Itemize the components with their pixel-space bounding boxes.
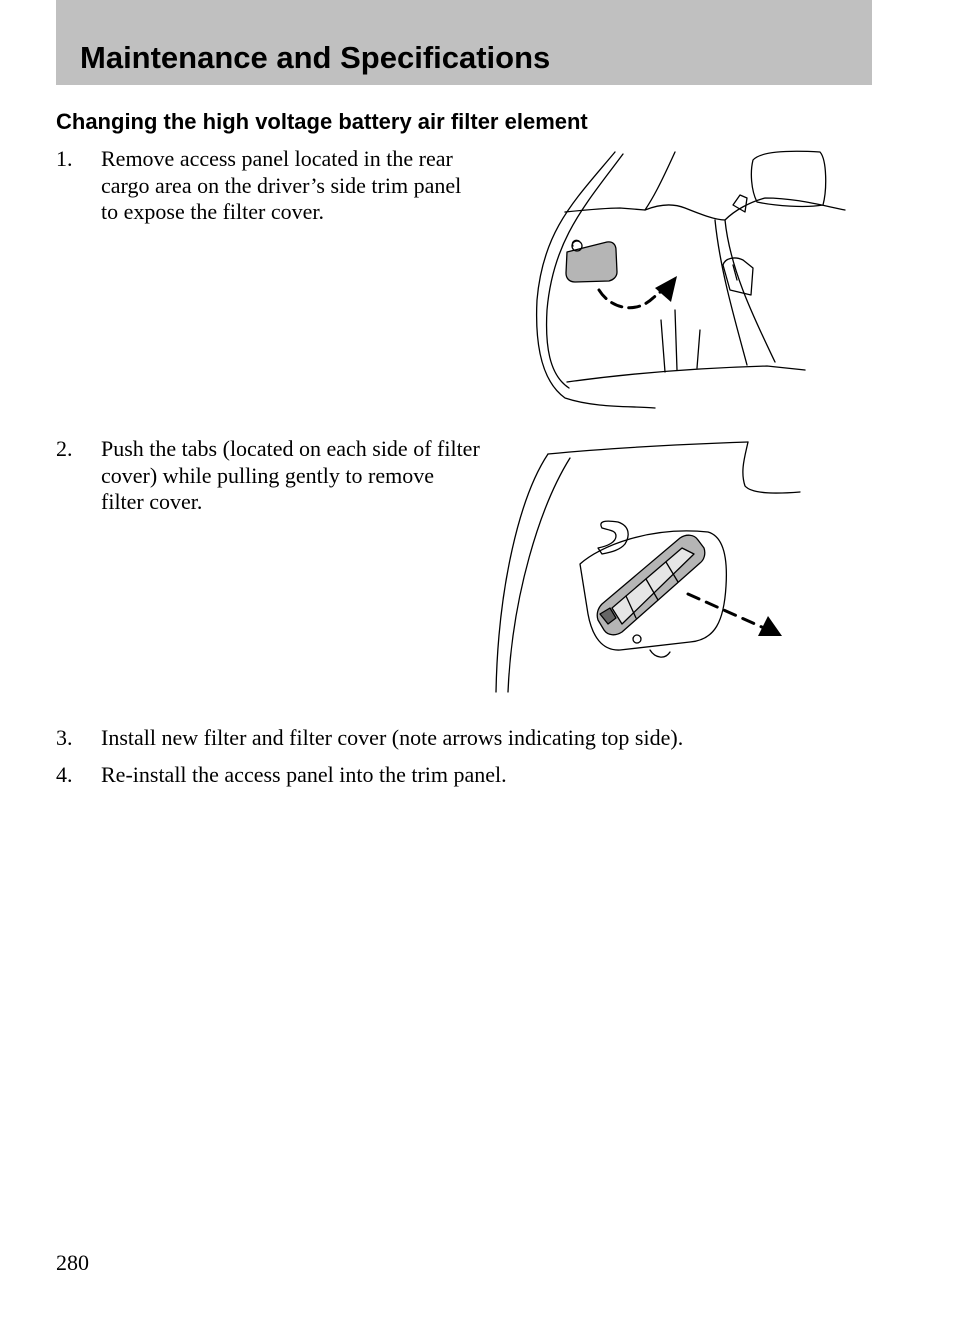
section-title: Changing the high voltage battery air filter element: [56, 109, 588, 134]
header-bar: [56, 0, 872, 85]
wall-lower-fold: [567, 366, 805, 382]
cargo-wall-top: [565, 152, 675, 212]
recess-hook-lower: [650, 650, 670, 657]
step-number: 4.: [56, 762, 73, 787]
trim-panel-top: [548, 442, 748, 454]
trim-panel-corner: [743, 442, 800, 493]
headrest-post: [733, 195, 747, 212]
mounting-hole: [633, 635, 641, 643]
step-text: Install new filter and filter cover (note arrows indicating top side).: [101, 725, 684, 750]
step-number: 1.: [56, 146, 73, 171]
page-title: Maintenance and Specifications: [80, 40, 551, 75]
step-text: Remove access panel located in the rear cargo area on the driver’s side trim panel to expose the filter cover.: [101, 146, 462, 224]
wall-vertical-1: [661, 320, 665, 372]
trim-panel-edge-inner: [508, 458, 570, 692]
wall-vertical-2: [675, 310, 677, 370]
filter-cover-illustration: [490, 436, 810, 696]
step-text: Push the tabs (located on each side of filter cover) while pulling gently to remove filter cover.: [101, 436, 480, 514]
trim-panel-edge-outer: [496, 454, 548, 692]
step-number: 2.: [56, 436, 73, 461]
arrow-head: [655, 276, 677, 302]
access-panel-illustration: [535, 150, 850, 410]
access-panel: [566, 242, 617, 282]
page-number: 280: [56, 1250, 89, 1275]
step-text: Re-install the access panel into the trim panel.: [101, 762, 507, 787]
step-number: 3.: [56, 725, 73, 750]
removal-direction-arrow: [688, 594, 764, 628]
wall-vertical-3: [697, 330, 700, 368]
removal-path-arrow: [599, 288, 665, 308]
